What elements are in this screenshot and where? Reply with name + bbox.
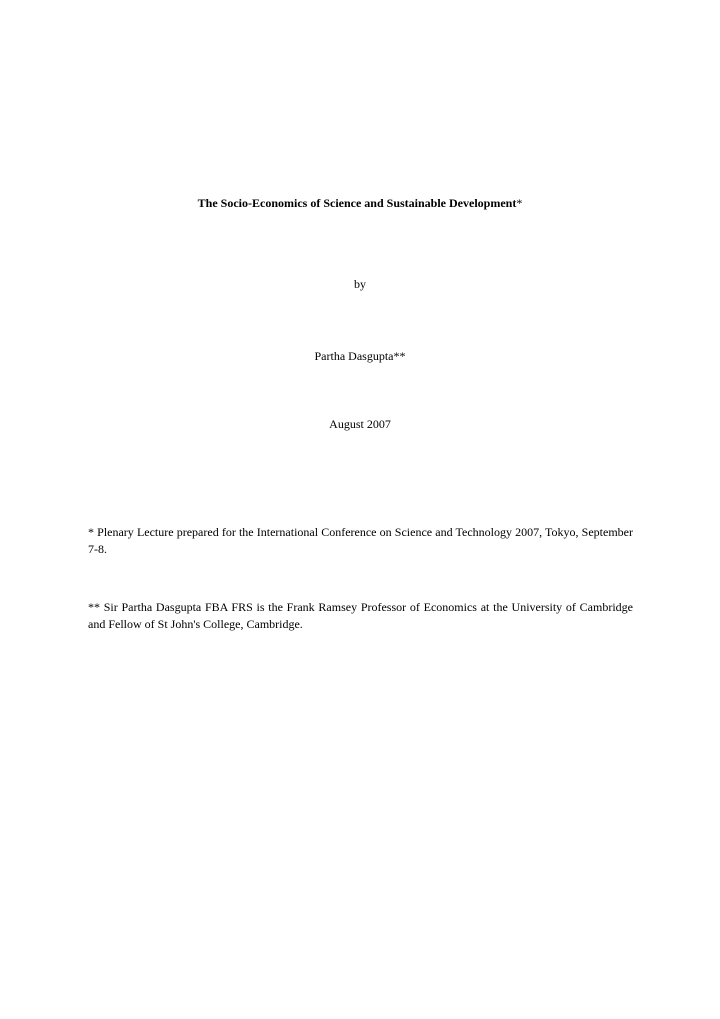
footnote-plenary-lecture: * Plenary Lecture prepared for the International Conference on Science and Technology 2007, Tokyo, September 7-8. — [88, 525, 633, 556]
title-text: The Socio-Economics of Science and Sustainable Development — [197, 196, 517, 210]
title-footnote-mark: * — [516, 196, 523, 210]
author-name: Partha Dasgupta** — [314, 349, 406, 363]
document-date: August 2007 — [329, 417, 391, 431]
document-title — [0, 196, 720, 210]
byline-by: by — [354, 277, 366, 291]
footnote-author-affiliation: ** Sir Partha Dasgupta FBA FRS is the Frank Ramsey Professor of Economics at the University of Cambridge and Fellow of St John's College, Cambridge. — [88, 600, 633, 631]
